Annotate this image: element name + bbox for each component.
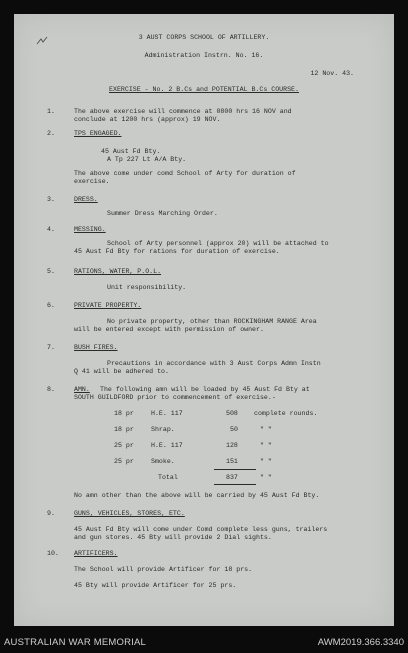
document-body xyxy=(14,14,394,626)
section-heading: BUSH FIRES. xyxy=(74,344,118,351)
section-heading: TPS ENGAGED. xyxy=(74,130,122,137)
table-cell-gun: 25 pr xyxy=(114,442,134,449)
table-cell-desc: " " xyxy=(260,442,272,449)
table-cell-qty: 128 xyxy=(226,442,238,449)
table-cell-qty: 50 xyxy=(230,426,238,433)
section-heading: MESSING. xyxy=(74,226,106,233)
section-subtext: A Tp 227 Lt A/A Bty. xyxy=(107,156,187,163)
table-cell-qty: 508 xyxy=(226,410,238,417)
section-text: will be entered except with permission of owner. xyxy=(74,326,264,333)
section-number: 7. xyxy=(47,344,55,351)
table-cell-type: H.E. 117 xyxy=(151,442,183,449)
section-text: Summer Dress Marching Order. xyxy=(107,210,218,217)
table-cell-type: Total xyxy=(158,474,178,481)
section-number: 10. xyxy=(47,550,59,557)
section-text: No private property, other than ROCKINGHAM RANGE Area xyxy=(107,318,317,325)
section-text: exercise. xyxy=(74,178,110,185)
table-cell-desc: " " xyxy=(260,474,272,481)
section-number: 3. xyxy=(47,196,55,203)
section-number: 5. xyxy=(47,268,55,275)
section-text: Q 41 will be adhered to. xyxy=(74,368,169,375)
section-heading: PRIVATE PROPERTY. xyxy=(74,302,142,309)
footer-source: AUSTRALIAN WAR MEMORIAL xyxy=(4,637,147,648)
section-text: 45 Aust Fd Bty for rations for duration of exercise. xyxy=(74,248,280,255)
section-text: The above exercise will commence at 0800 hrs 16 NOV and xyxy=(74,108,292,115)
section-number: 2. xyxy=(47,130,55,137)
section-number: 4. xyxy=(47,226,55,233)
section-text: Unit responsibility. xyxy=(107,284,187,291)
section-text: and gun stores. 45 Bty will provide 2 Dial sights. xyxy=(74,534,272,541)
total-underline xyxy=(214,484,256,485)
section-text: 45 Bty will provide Artificer for 25 prs. xyxy=(74,582,237,589)
section-text: conclude at 1200 hrs (approx) 19 NOV. xyxy=(74,116,221,123)
footer-bar xyxy=(0,631,408,653)
section-text: The following amn will be loaded by 45 Aust Fd Bty at xyxy=(100,386,310,393)
section-text: 45 Aust Fd Bty will come under Comd complete less guns, trailers xyxy=(74,526,328,533)
section-text: School of Arty personnel (approx 20) will be attached to xyxy=(107,240,329,247)
table-cell-gun: 18 pr xyxy=(114,426,134,433)
table-cell-type: Shrap. xyxy=(151,426,175,433)
table-cell-type: H.E. 117 xyxy=(151,410,183,417)
table-cell-desc: complete rounds. xyxy=(254,410,318,417)
total-rule xyxy=(214,469,256,470)
table-cell-desc: " " xyxy=(260,426,272,433)
section-text: The above come under comd School of Arty for duration of xyxy=(74,170,296,177)
table-cell-qty: 837 xyxy=(226,474,238,481)
section-heading: GUNS, VEHICLES, STORES, ETC. xyxy=(74,510,185,517)
section-heading: ARTIFICERS. xyxy=(74,550,118,557)
exercise-title: EXERCISE - No. 2 B.Cs and POTENTIAL B.Cs COURSE. xyxy=(109,86,299,93)
document-title: 3 AUST CORPS SCHOOL OF ARTILLERY. xyxy=(138,34,270,41)
table-cell-type: Smoke. xyxy=(151,458,175,465)
section-number: 6. xyxy=(47,302,55,309)
table-cell-desc: " " xyxy=(260,458,272,465)
section-heading: RATIONS, WATER, P.O.L. xyxy=(74,268,162,275)
table-cell-gun: 25 pr xyxy=(114,458,134,465)
section-text: Precautions in accordance with 3 Aust Corps Admn Instn xyxy=(107,360,321,367)
section-heading: DRESS. xyxy=(74,196,98,203)
section-text: The School will provide Artificer for 18 prs. xyxy=(74,566,253,573)
document-date: 12 Nov. 43. xyxy=(310,70,354,77)
section-number: 9. xyxy=(47,510,55,517)
table-cell-gun: 18 pr xyxy=(114,410,134,417)
document-subtitle: Administration Instrn. No. 16. xyxy=(144,52,264,59)
footer-accession-number: AWM2019.366.3340 xyxy=(317,637,404,648)
section-heading: AMN. xyxy=(74,386,90,393)
section-subtext: 45 Aust Fd Bty. xyxy=(101,148,161,155)
section-number: 8. xyxy=(47,386,55,393)
section-text: SOUTH GUILDFORD prior to commencement of exercise.- xyxy=(74,394,276,401)
section-number: 1. xyxy=(47,108,55,115)
document-page xyxy=(14,14,394,626)
table-cell-qty: 151 xyxy=(226,458,238,465)
section-text: No amn other than the above will be carried by 45 Aust Fd Bty. xyxy=(74,492,320,499)
